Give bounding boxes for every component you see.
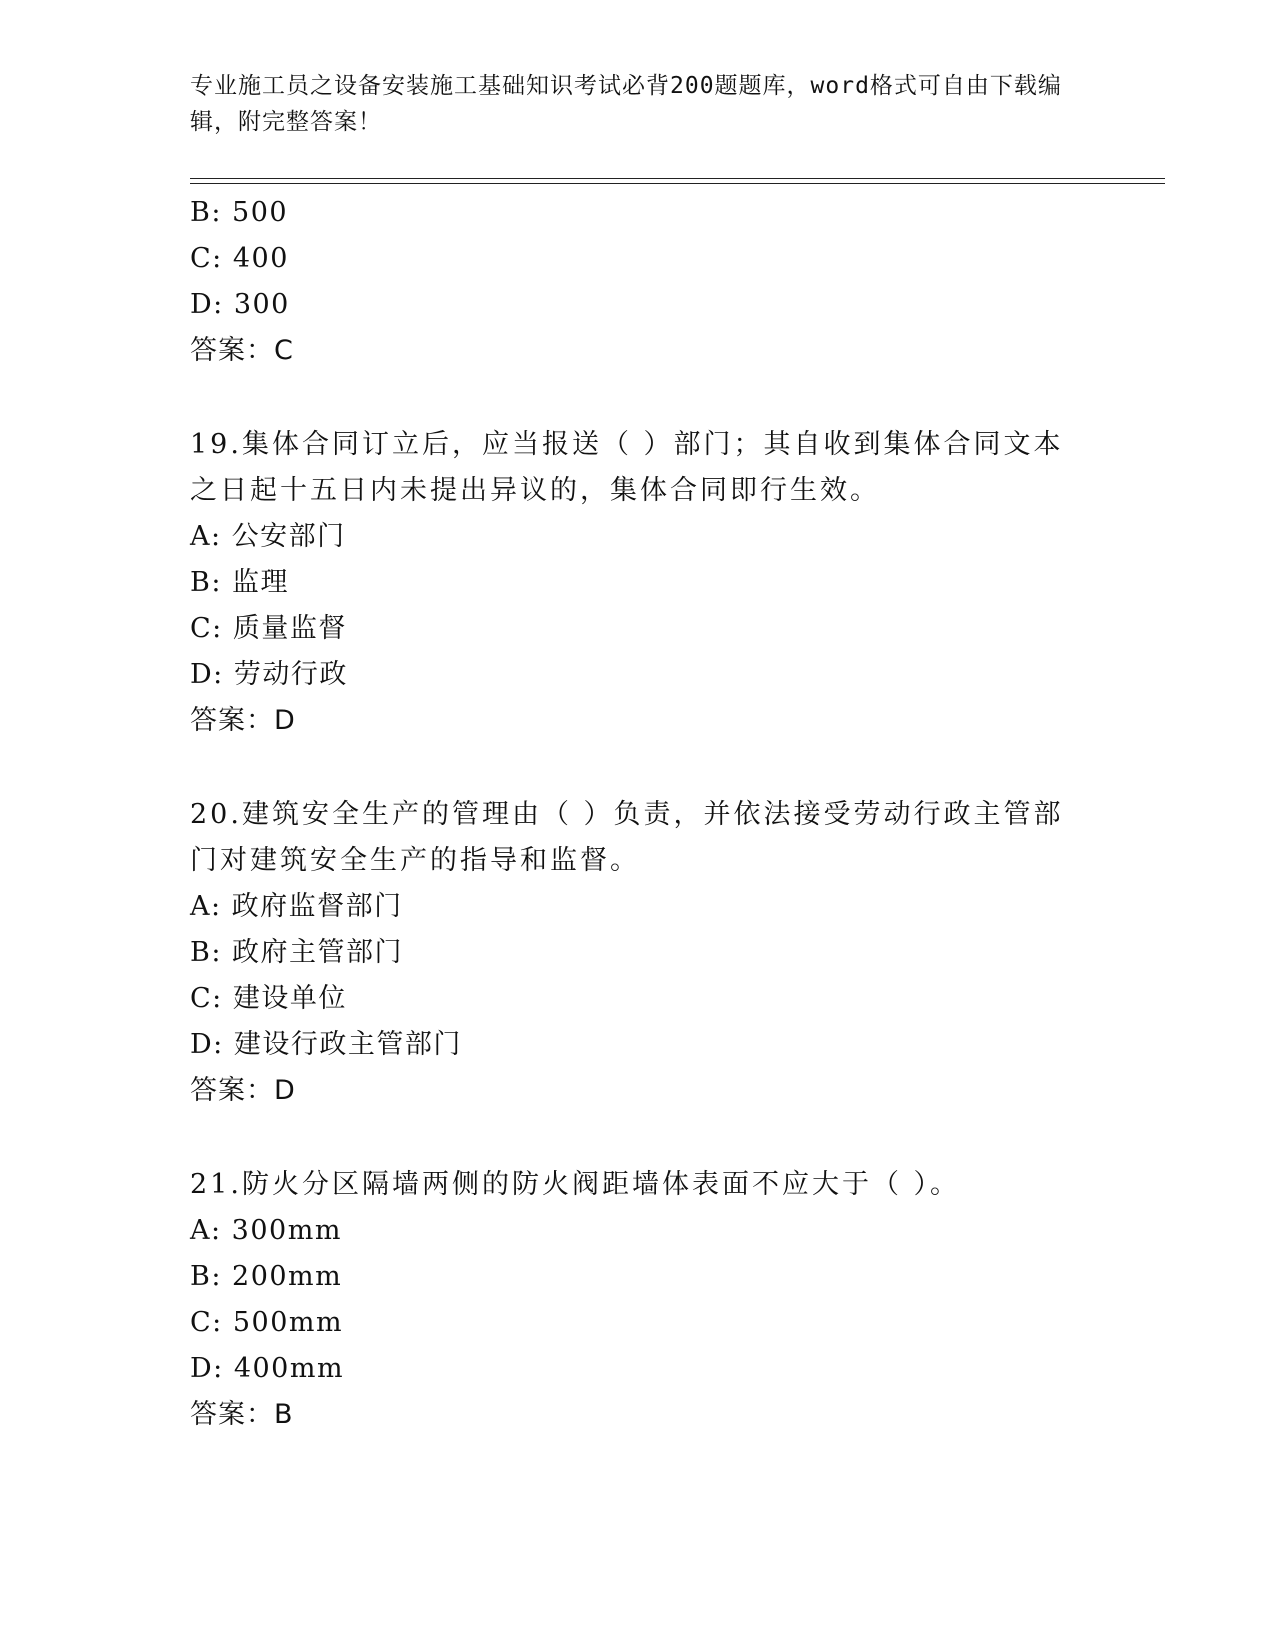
- option-b: B: 200mm: [190, 1261, 343, 1292]
- option-c: C: 质量监督: [190, 613, 347, 644]
- option-c: C: 建设单位: [190, 983, 347, 1014]
- option-c: C: 500mm: [190, 1307, 344, 1338]
- option-a: A: 公安部门: [190, 521, 346, 552]
- option-b: B: 政府主管部门: [190, 937, 404, 968]
- answer-line: 答案：D: [190, 1075, 296, 1106]
- question-stem: 20.建筑安全生产的管理由（ ）负责，并依法接受劳动行政主管部门对建筑安全生产的指导和监督。: [190, 799, 1064, 876]
- question-21: [190, 1162, 1090, 1438]
- option-d: D: 400mm: [190, 1353, 345, 1384]
- answer-line: 答案：C: [190, 335, 294, 366]
- document-body: [190, 190, 1090, 1438]
- option-c: C: 400: [190, 243, 289, 274]
- question-19: [190, 422, 1090, 744]
- answer-line: 答案：D: [190, 705, 296, 736]
- partial-question-18: [190, 190, 1090, 374]
- option-d: D: 300: [190, 289, 290, 320]
- question-stem: 21.防火分区隔墙两侧的防火阀距墙体表面不应大于（ ）。: [190, 1169, 961, 1200]
- option-b: B: 500: [190, 197, 289, 228]
- option-a: A: 300mm: [190, 1215, 342, 1246]
- option-d: D: 建设行政主管部门: [190, 1029, 462, 1060]
- answer-line: 答案：B: [190, 1399, 294, 1430]
- question-stem: 19.集体合同订立后，应当报送（ ）部门；其自收到集体合同文本之日起十五日内未提出异议的，集体合同即行生效。: [190, 429, 1064, 506]
- header-divider: [190, 178, 1165, 184]
- option-a: A: 政府监督部门: [190, 891, 403, 922]
- document-header: 专业施工员之设备安装施工基础知识考试必背200题题库，word格式可自由下载编辑，附完整答案！: [190, 73, 1062, 135]
- question-20: [190, 792, 1090, 1114]
- option-b: B: 监理: [190, 567, 290, 598]
- option-d: D: 劳动行政: [190, 659, 348, 690]
